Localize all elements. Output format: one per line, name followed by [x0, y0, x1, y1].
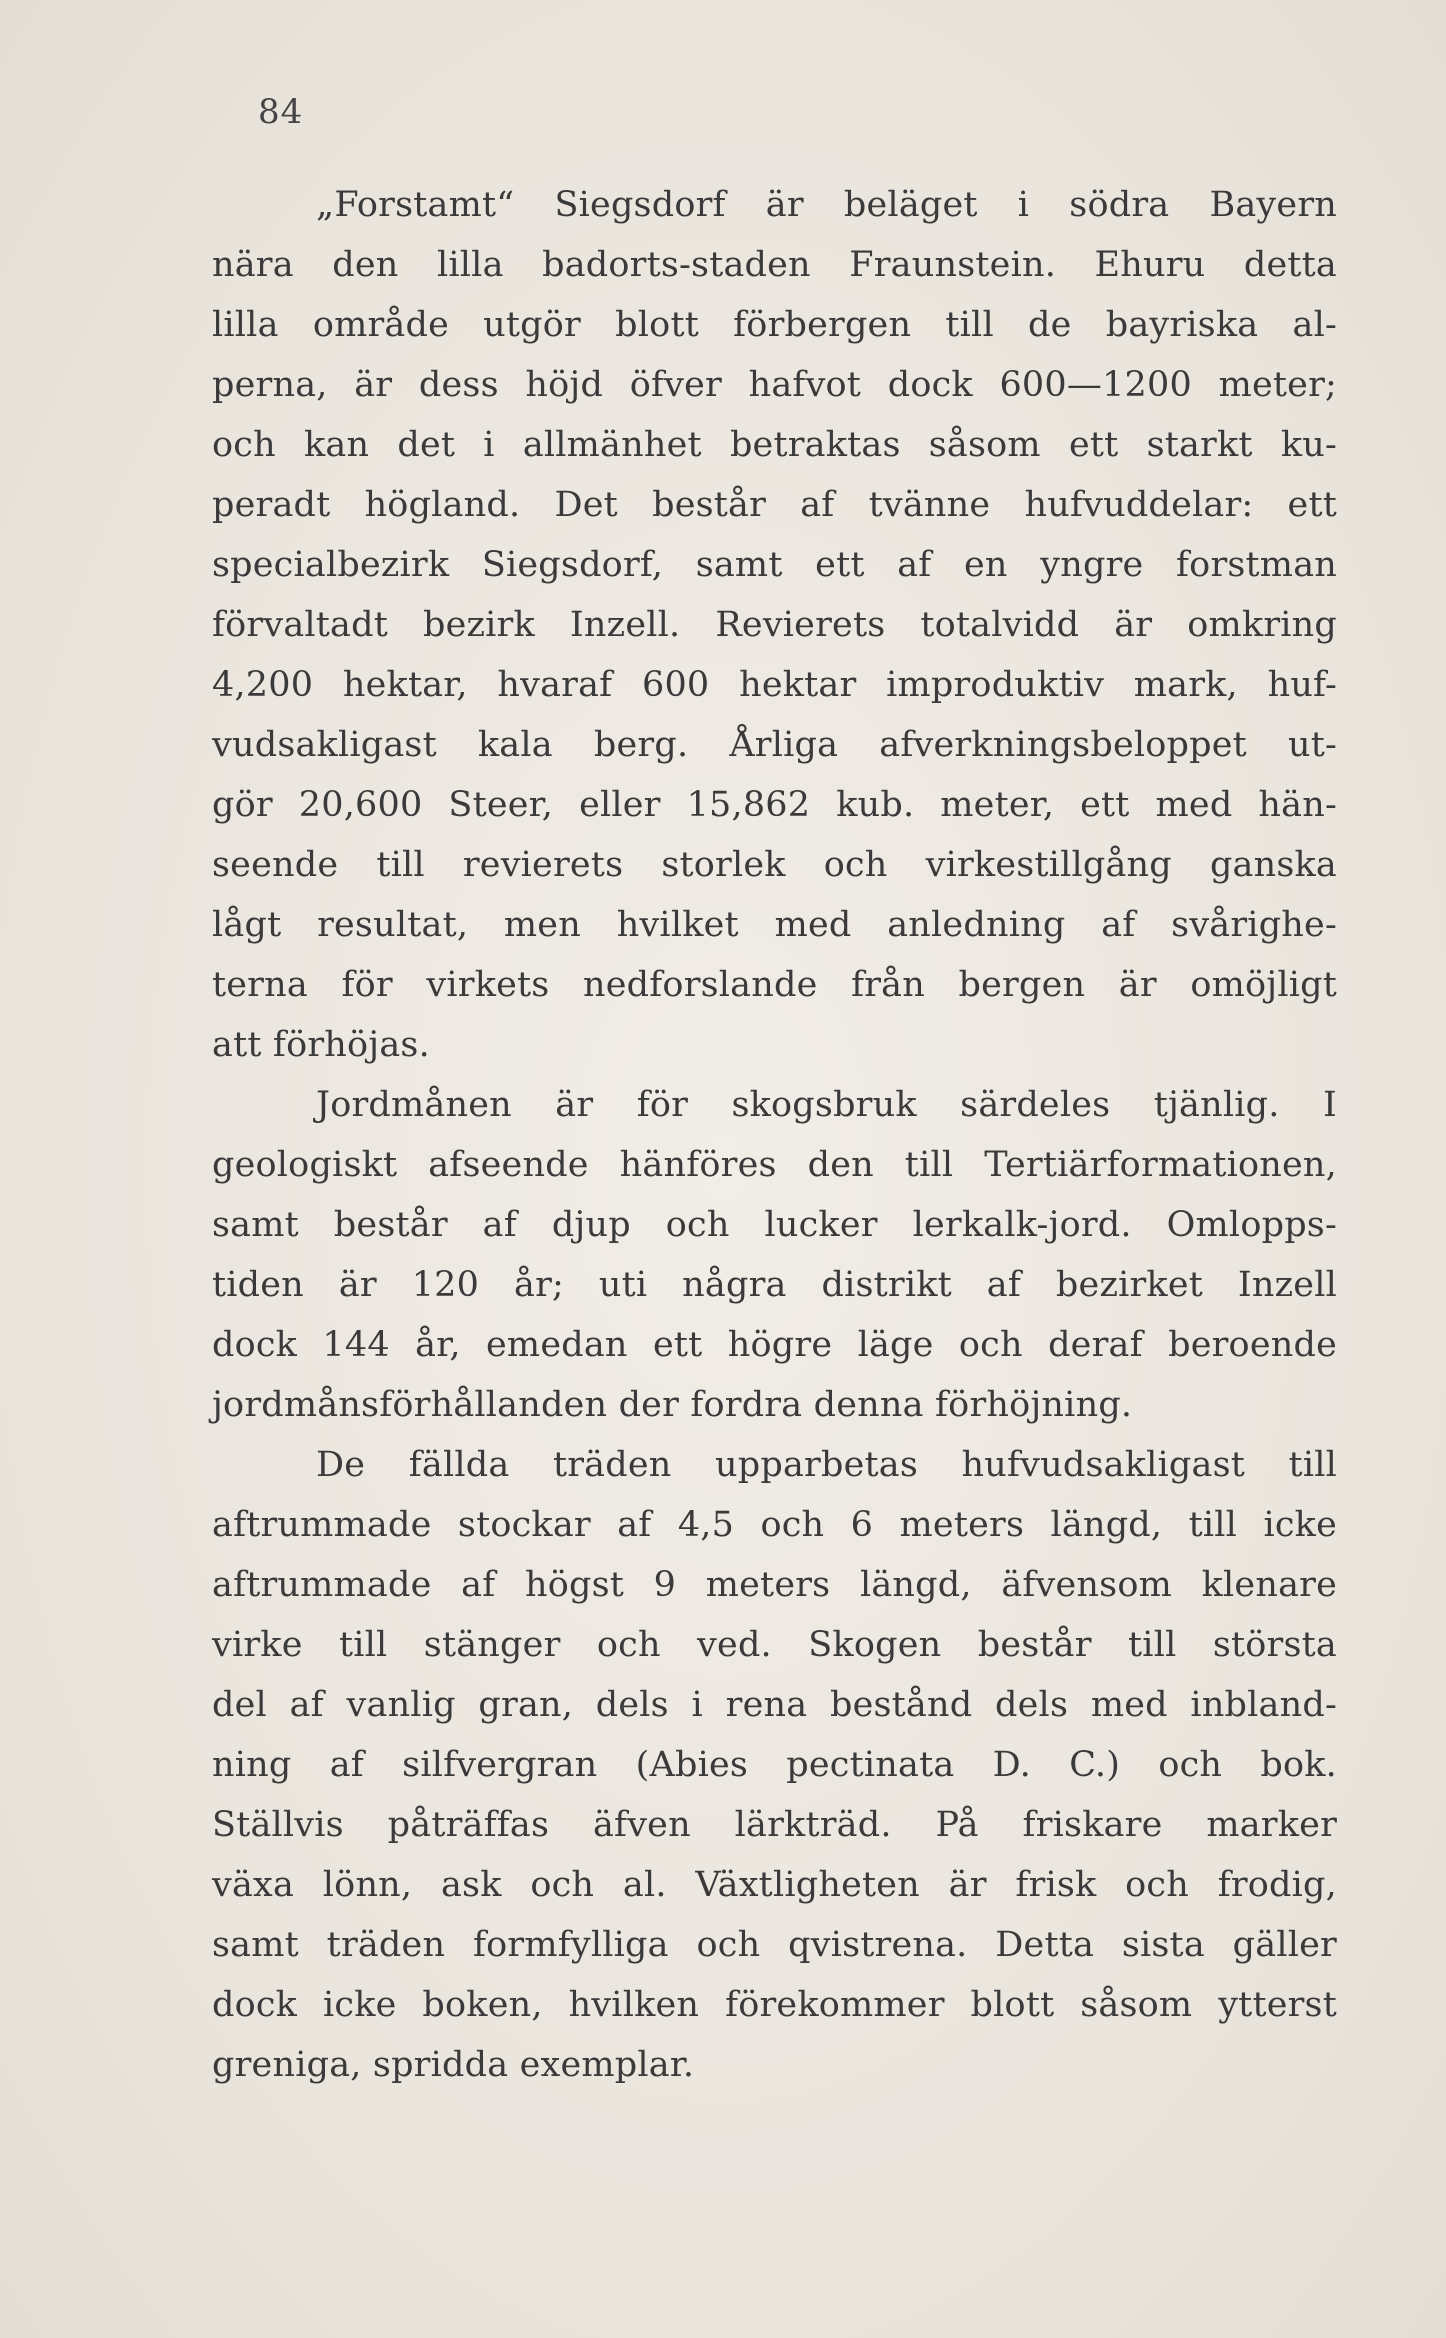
text-line: geologiskt afseende hänföres den till Tertiärformationen, — [212, 1145, 1337, 1185]
text-line: „Forstamt“ Siegsdorf är beläget i södra Bayern — [316, 185, 1337, 225]
text-line: Ställvis påträffas äfven lärkträd. På friskare marker — [212, 1805, 1337, 1845]
text-line: greniga, spridda exemplar. — [212, 2045, 695, 2085]
text-line: De fällda träden upparbetas hufvudsakligast till — [316, 1445, 1337, 1485]
body-text — [212, 175, 1337, 2095]
paragraph-fallda-traden — [212, 1435, 1337, 2095]
text-line: aftrummade af högst 9 meters längd, äfvensom klenare — [212, 1565, 1337, 1605]
text-line: del af vanlig gran, dels i rena bestånd dels med inbland- — [212, 1685, 1337, 1725]
text-line: 4,200 hektar, hvaraf 600 hektar improduktiv mark, huf- — [212, 665, 1337, 705]
text-line: att förhöjas. — [212, 1025, 430, 1065]
text-line: samt träden formfylliga och qvistrena. Detta sista gäller — [212, 1925, 1337, 1965]
text-line: förvaltadt bezirk Inzell. Revierets totalvidd är omkring — [212, 605, 1337, 645]
text-line: växa lönn, ask och al. Växtligheten är frisk och frodig, — [212, 1865, 1337, 1905]
paragraph-jordmanen — [212, 1075, 1337, 1435]
text-line: lågt resultat, men hvilket med anledning af svårighe- — [212, 905, 1337, 945]
text-line: specialbezirk Siegsdorf, samt ett af en yngre forstman — [212, 545, 1337, 585]
text-line: vudsakligast kala berg. Årliga afverkningsbeloppet ut- — [212, 725, 1337, 765]
text-line: seende till revierets storlek och virkestillgång ganska — [212, 845, 1337, 885]
text-line: tiden är 120 år; uti några distrikt af bezirket Inzell — [212, 1265, 1337, 1305]
text-line: jordmånsförhållanden der fordra denna förhöjning. — [212, 1385, 1133, 1425]
text-line: nära den lilla badorts-staden Fraunstein. Ehuru detta — [212, 245, 1337, 285]
paragraph-forstamt — [212, 175, 1337, 1075]
text-line: dock icke boken, hvilken förekommer blott såsom ytterst — [212, 1985, 1337, 2025]
text-line: perna, är dess höjd öfver hafvot dock 600—1200 meter; — [212, 365, 1337, 405]
text-line: virke till stänger och ved. Skogen består till största — [212, 1625, 1337, 1665]
text-line: ning af silfvergran (Abies pectinata D. C.) och bok. — [212, 1745, 1337, 1785]
text-line: samt består af djup och lucker lerkalk-jord. Omlopps- — [212, 1205, 1337, 1245]
text-line: gör 20,600 Steer, eller 15,862 kub. meter, ett med hän- — [212, 785, 1337, 825]
text-line: aftrummade stockar af 4,5 och 6 meters längd, till icke — [212, 1505, 1337, 1545]
text-line: dock 144 år, emedan ett högre läge och deraf beroende — [212, 1325, 1337, 1365]
text-line: lilla område utgör blott förbergen till de bayriska al- — [212, 305, 1337, 345]
text-line: och kan det i allmänhet betraktas såsom ett starkt ku- — [212, 425, 1337, 465]
text-line: peradt högland. Det består af tvänne hufvuddelar: ett — [212, 485, 1337, 525]
page-number: 84 — [258, 92, 304, 132]
text-line: Jordmånen är för skogsbruk särdeles tjänlig. I — [316, 1085, 1337, 1125]
text-line: terna för virkets nedforslande från bergen är omöjligt — [212, 965, 1337, 1005]
